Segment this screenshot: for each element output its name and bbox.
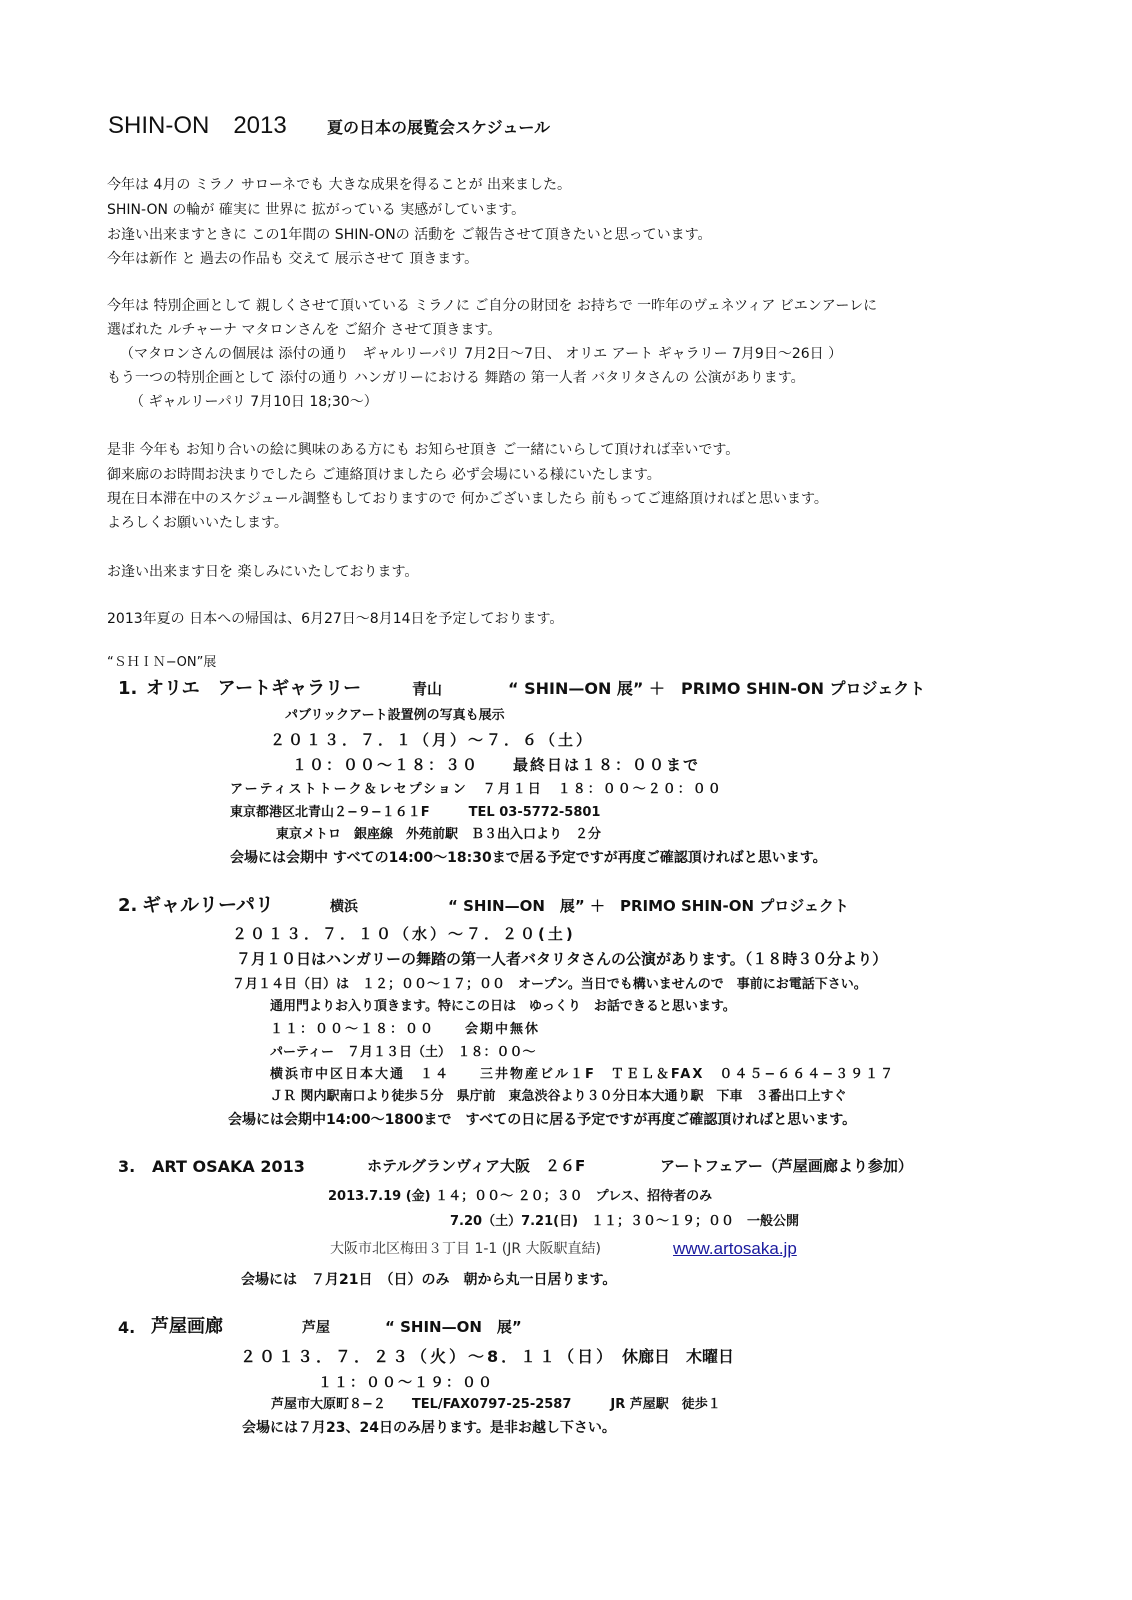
exhibition-show: “ SHIN—ON 展” ＋ PRIMO SHIN-ON プロジェクト <box>448 897 849 915</box>
exhibition-dates: ２０１３．７．１（月）～７．６（土） <box>270 731 595 749</box>
exhibition-talk: アーティストトーク＆レセプション ７月１日 １８：００～２０：００ <box>230 782 723 797</box>
exhibition-open-day: ７月１４日（日）は １２；００～１７；００ オープン。当日でも構いませんので 事前にお電話下さい。 <box>232 977 867 992</box>
page-title: SHIN-ON 2013 <box>108 112 287 139</box>
exhibition-number: 2. <box>118 895 138 916</box>
invite-line: 御来廊のお時間お決まりでしたら ご連絡頂けましたら 必ず会場にいる様にいたします。 <box>107 467 661 483</box>
exhibition-number: 4. <box>118 1318 136 1337</box>
exhibition-attend: 会場には ７月21日 （日）のみ 朝から丸一日居ります。 <box>241 1272 617 1288</box>
special-line: （マタロンさんの個展は 添付の通り ギャルリーパリ 7月2日～7日、 オリエ アート ギャラリー 7月9日～26日 ） <box>120 346 843 362</box>
exhibition-address: 大阪市北区梅田３丁目 1-1 (JR 大阪駅直結) <box>330 1241 601 1257</box>
exhibition-address: 横浜市中区日本大通 １４ 三井物産ビル１F ＴＥＬ＆FAX ０４５−６６４−３９１７ <box>270 1067 896 1082</box>
exhibition-hours: １１：００～１９：００ <box>318 1375 494 1391</box>
exhibition-attend: 会場には７月23、24日のみ居ります。是非お越し下さい。 <box>242 1420 616 1436</box>
exhibition-fair: アートフェアー（芦屋画廊より参加） <box>660 1157 913 1175</box>
exhibition-hotel: ホテルグランヴィア大阪 ２６F <box>367 1157 586 1175</box>
exhibition-party: パーティー ７月１３日（土） １８：００～ <box>270 1045 536 1060</box>
page-subtitle: 夏の日本の展覧会スケジュール <box>327 118 551 137</box>
invite-line: 是非 今年も お知り合いの絵に興味のある方にも お知らせ頂き ご一緒にいらして頂ければ幸いです。 <box>107 442 740 458</box>
intro-line: 今年は新作 と 過去の作品も 交えて 展示させて 頂きます。 <box>107 251 479 267</box>
special-line: もう一つの特別企画として 添付の通り ハンガリーにおける 舞踏の 第一人者 バタリタさんの 公演があります。 <box>107 370 805 386</box>
exhibition-show: “ SHIN—ON 展” <box>385 1318 522 1336</box>
special-line: （ ギャルリーパリ 7月10日 18;30～） <box>130 394 378 410</box>
intro-line: お逢い出来ますときに この1年間の SHIN-ONの 活動を ご報告させて頂きたいと思っています。 <box>107 227 712 243</box>
exhibition-performance: ７月１０日はハンガリーの舞踏の第一人者バタリタさんの公演があります。（１８時３０分より） <box>236 950 888 968</box>
special-line: 今年は 特別企画として 親しくさせて頂いている ミラノに ご自分の財団を お持ちで 一昨年のヴェネツィア ビエンアーレに <box>107 298 878 314</box>
invite-line: よろしくお願いいたします。 <box>107 515 288 531</box>
exhibition-access: ＪＲ 関内駅南口より徒歩５分 県庁前 東急渋谷より３０分日本大通り駅 下車 ３番出口上すぐ <box>270 1089 847 1104</box>
exhibition-dates: ２０１３．７．２３（火）～8．１１（日） <box>240 1347 616 1366</box>
return-note: 2013年夏の 日本への帰国は、6月27日～8月14日を予定しております。 <box>107 611 564 627</box>
exhibition-url-link[interactable]: www.artosaka.jp <box>673 1239 797 1258</box>
intro-line: SHIN-ON の輪が 確実に 世界に 拡がっている 実感がしています。 <box>107 202 526 218</box>
exhibition-address: 芦屋市大原町８−２ TEL/FAX0797-25-2587 JR 芦屋駅 徒歩１ <box>271 1397 721 1412</box>
exhibition-access: 東京メトロ 銀座線 外苑前駅 Ｂ３出入口より ２分 <box>276 827 602 842</box>
exhibition-area: 横浜 <box>330 899 358 915</box>
exhibition-hours: １１：００～１８：００ 会期中無休 <box>270 1022 541 1037</box>
closing-line: お逢い出来ます日を 楽しみにいたしております。 <box>107 564 419 580</box>
exhibition-number: 1. <box>118 678 138 699</box>
exhibition-venue: 芦屋画廊 <box>151 1316 223 1337</box>
exhibition-public: 7.20（土）7.21(日) １１；３０～１９；００ 一般公開 <box>450 1214 800 1229</box>
special-line: 選ばれた ルチャーナ マタロンさんを ご紹介 させて頂きます。 <box>107 322 502 338</box>
exhibition-number: 3. <box>118 1157 136 1176</box>
exhibition-hours: １０：００～１８：３０ 最終日は１８：００まで <box>292 756 701 774</box>
exhibition-venue: オリエ アートギャラリー <box>146 678 362 699</box>
exhibition-note: パブリックアート設置例の写真も展示 <box>285 708 505 723</box>
exhibition-venue: ART OSAKA 2013 <box>152 1157 305 1176</box>
exhibition-venue: ギャルリーパリ <box>142 894 275 916</box>
exhibition-address: 東京都港区北青山２−９−１６１F TEL 03-5772-5801 <box>230 805 601 820</box>
exhibition-press: 2013.7.19 (金) １４；００～ ２０；３０ プレス、招待者のみ <box>328 1189 713 1204</box>
exhibition-area: 芦屋 <box>302 1320 330 1336</box>
intro-line: 今年は 4月の ミラノ サローネでも 大きな成果を得ることが 出来ました。 <box>107 177 572 193</box>
section-label: “ＳＨＩＮ−ON”展 <box>107 655 217 670</box>
exhibition-door: 通用門よりお入り頂きます。特にこの日は ゆっくり お話できると思います。 <box>270 999 736 1014</box>
exhibition-attend: 会場には会期中14:00～1800まで すべての日に居る予定ですが再度ご確認頂ければと思います。 <box>228 1112 857 1128</box>
exhibition-area: 青山 <box>412 680 443 698</box>
invite-line: 現在日本滞在中のスケジュール調整もしておりますので 何かございましたら 前もってご連絡頂ければと思います。 <box>107 491 828 507</box>
exhibition-dates: ２０１３．７．１０（水）～７．２０(土) <box>232 925 576 943</box>
exhibition-attend: 会場には会期中 すべての14:00～18:30まで居る予定ですが再度ご確認頂ければと思います。 <box>230 850 827 866</box>
exhibition-show: “ SHIN—ON 展” ＋ PRIMO SHIN-ON プロジェクト <box>508 679 926 698</box>
exhibition-closed-day: 休廊日 木曜日 <box>622 1347 735 1366</box>
